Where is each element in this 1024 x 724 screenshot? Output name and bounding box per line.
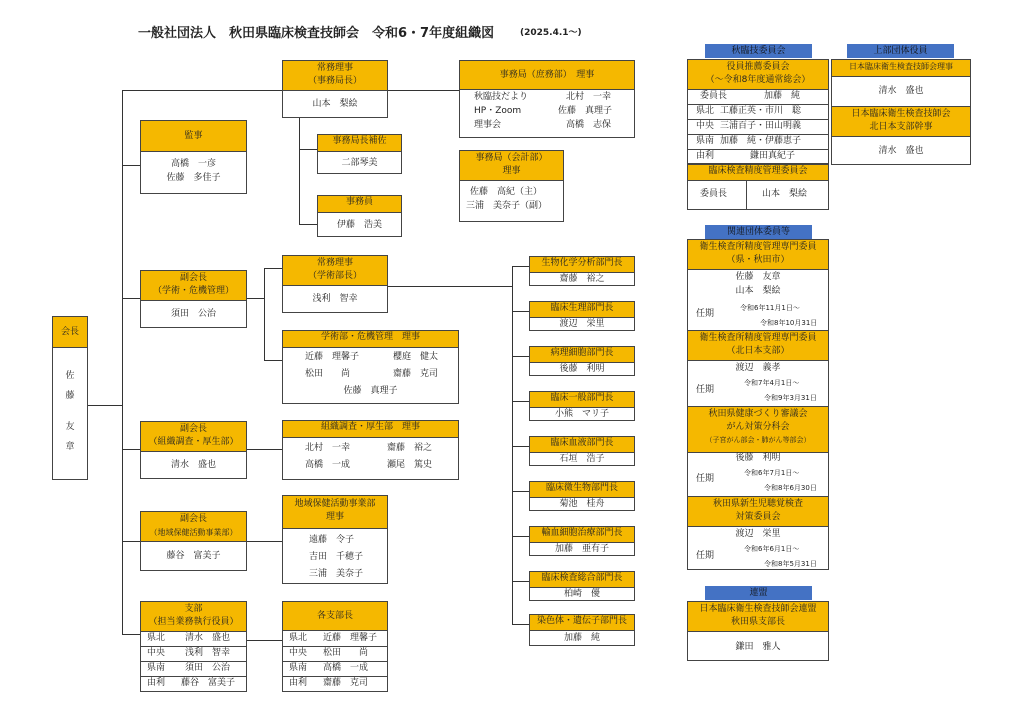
regional-board-header bbox=[283, 496, 387, 529]
academic-director-box bbox=[282, 255, 388, 313]
org-board-member: 北村 一幸 bbox=[305, 443, 351, 453]
nomination-committee-box bbox=[687, 59, 829, 164]
nomination-members: 加藤 純 bbox=[764, 91, 801, 101]
branch-heads-box bbox=[282, 601, 388, 692]
accounting-member: 佐藤 高紀（主） bbox=[470, 187, 543, 197]
vp3-sublabel: （地域保健活動事業部） bbox=[149, 528, 238, 537]
academic-board-member: 櫻庭 健太 bbox=[393, 352, 439, 362]
connector-vp3-regional bbox=[246, 541, 282, 542]
connector-top bbox=[122, 90, 282, 91]
branch-sublabel: （担当業務執行役員） bbox=[148, 617, 239, 627]
branch-heads-row bbox=[283, 677, 387, 692]
nomination-area: 中央 bbox=[696, 121, 715, 131]
connector-dept-6 bbox=[512, 536, 529, 537]
department-head: 菊池 桂舟 bbox=[559, 499, 605, 509]
nomination-row bbox=[688, 120, 828, 135]
executive-director-box bbox=[282, 60, 388, 118]
nomination-committee-header bbox=[688, 60, 828, 90]
department-box bbox=[529, 571, 635, 601]
department-label: 臨床検査総合部門長 bbox=[530, 572, 634, 588]
related-item-from: 令和6年7月1日～ bbox=[744, 469, 800, 477]
secretariat-name: 佐藤 真理子 bbox=[558, 106, 613, 116]
related-item-member: 山本 梨絵 bbox=[735, 286, 781, 296]
assistant-name: 二部琴美 bbox=[341, 158, 378, 168]
president-name-2: 藤 bbox=[65, 391, 75, 401]
federation-box bbox=[687, 601, 829, 661]
related-item-member: 渡辺 義孝 bbox=[735, 363, 781, 373]
nomination-area: 県南 bbox=[696, 136, 715, 146]
branch-heads-label: 各支部長 bbox=[283, 602, 387, 631]
connector-vp1-academic bbox=[246, 298, 264, 299]
academic-board-member: 近藤 理馨子 bbox=[305, 352, 360, 362]
related-box bbox=[687, 239, 829, 570]
related-item-from: 令和7年4月1日～ bbox=[744, 379, 800, 387]
branch-row bbox=[141, 662, 246, 677]
academic-director-sublabel: （学術部長） bbox=[307, 271, 362, 281]
org-board-member: 齋藤 裕之 bbox=[387, 443, 433, 453]
branch-header bbox=[141, 602, 246, 632]
related-item-sublabel: がん対策分科会 bbox=[726, 422, 790, 432]
nomination-members: 鎌田真紀子 bbox=[750, 151, 796, 161]
vp2-label: 副会長 bbox=[179, 424, 207, 434]
secretariat-role: 理事会 bbox=[474, 120, 502, 130]
academic-board-member: 松田 尚 bbox=[305, 369, 351, 379]
quality-committee-role: 委員長 bbox=[700, 189, 728, 199]
related-item-sublabel: 対策委員会 bbox=[735, 512, 781, 522]
staff-name: 伊藤 浩美 bbox=[336, 220, 382, 230]
related-item-member: 渡辺 栄里 bbox=[735, 529, 781, 539]
org-board-label: 組織調査・厚生部 理事 bbox=[283, 421, 458, 438]
quality-divider bbox=[746, 180, 747, 209]
related-item-header bbox=[688, 240, 828, 270]
upper-org-box bbox=[831, 59, 971, 165]
nomination-members: 工藤正英・市川 聡 bbox=[720, 106, 802, 116]
upper-org-item2-name: 清水 盛也 bbox=[878, 146, 924, 156]
branch-heads-area: 由利 bbox=[289, 678, 308, 688]
accounting-sublabel: 理事 bbox=[502, 166, 521, 176]
department-box bbox=[529, 481, 635, 511]
org-board-box bbox=[282, 420, 459, 480]
secretariat-row bbox=[460, 119, 634, 132]
department-label: 臨床一般部門長 bbox=[530, 392, 634, 408]
accounting-member: 三浦 美奈子（副） bbox=[466, 201, 548, 211]
academic-director-label: 常務理事 bbox=[316, 258, 353, 268]
vp1-sublabel: （学術・危機管理） bbox=[152, 286, 234, 296]
related-item-label: 衛生検査所精度管理専門委員 bbox=[699, 242, 817, 252]
connector-spine bbox=[122, 90, 123, 634]
nomination-committee-term: （～令和8年度通常総会） bbox=[705, 75, 811, 85]
upper-org-item2-label: 日本臨床衛生検査技師会 bbox=[851, 109, 951, 119]
executive-director-label: 常務理事 bbox=[316, 63, 353, 73]
connector-dept-7 bbox=[512, 581, 529, 582]
related-item-label: 秋田県健康づくり審議会 bbox=[708, 409, 808, 419]
regional-board-box bbox=[282, 495, 388, 584]
academic-board-last: 佐藤 真理子 bbox=[343, 386, 398, 396]
president-box bbox=[52, 316, 88, 480]
branch-heads-name: 近藤 理馨子 bbox=[323, 633, 378, 643]
vp3-box bbox=[140, 511, 247, 571]
branch-officer: 清水 盛也 bbox=[185, 633, 231, 643]
federation-name: 鎌田 雅人 bbox=[735, 642, 781, 652]
upper-org-item2-sublabel: 北日本支部幹事 bbox=[869, 122, 933, 132]
vp1-label: 副会長 bbox=[179, 273, 207, 283]
accounting-header bbox=[460, 151, 563, 181]
page-title: 一般社団法人 秋田県臨床検査技師会 令和6・7年度組織図 bbox=[138, 26, 495, 41]
nomination-row bbox=[688, 105, 828, 120]
vp1-name: 須田 公治 bbox=[170, 309, 216, 319]
upper-org-item1-label: 日本臨床衛生検査技師会理事 bbox=[832, 60, 970, 77]
secretariat-box bbox=[459, 60, 635, 138]
branch-officer: 浅利 智幸 bbox=[185, 648, 231, 658]
connector-vp1 bbox=[122, 298, 140, 299]
connector-dept-0 bbox=[512, 266, 529, 267]
related-item-to: 令和8年10月31日 bbox=[760, 319, 818, 327]
accounting-label: 事務局（会計部） bbox=[475, 153, 548, 163]
connector-staff bbox=[299, 224, 317, 225]
connector-assistant bbox=[299, 149, 317, 150]
nomination-area: 県北 bbox=[696, 106, 715, 116]
auditor-label: 監事 bbox=[141, 121, 246, 152]
academic-director-name: 浅利 智幸 bbox=[312, 294, 358, 304]
department-head: 加藤 亜有子 bbox=[554, 544, 609, 554]
related-item-to: 令和8年5月31日 bbox=[764, 560, 817, 568]
academic-board-box bbox=[282, 330, 459, 404]
department-label: 病理細胞部門長 bbox=[530, 347, 634, 363]
assistant-box bbox=[317, 134, 402, 174]
related-item-from: 令和6年6月1日～ bbox=[744, 545, 800, 553]
nomination-members: 三浦百子・田山明義 bbox=[720, 121, 802, 131]
department-head: 加藤 純 bbox=[563, 633, 600, 643]
connector-dept-1 bbox=[512, 311, 529, 312]
department-head: 渡辺 栄里 bbox=[559, 319, 605, 329]
related-item-header bbox=[688, 406, 828, 453]
secretariat-name: 北村 一幸 bbox=[566, 92, 612, 102]
connector-vp3 bbox=[122, 541, 140, 542]
vp3-header bbox=[141, 512, 246, 542]
academic-board-label: 学術部・危機管理 理事 bbox=[283, 331, 458, 348]
related-item-header bbox=[688, 330, 828, 361]
regional-board-member: 三浦 美奈子 bbox=[309, 569, 364, 579]
secretariat-name: 高橋 志保 bbox=[566, 120, 612, 130]
connector-president bbox=[87, 405, 122, 406]
department-box bbox=[529, 256, 635, 286]
related-item-note: （子宮がん部会・肺がん等部会） bbox=[705, 436, 811, 444]
quality-committee-name: 山本 梨絵 bbox=[762, 189, 808, 199]
connector-dept bbox=[387, 286, 512, 287]
vp2-name: 清水 盛也 bbox=[170, 460, 216, 470]
connector-academic-vertical bbox=[264, 268, 265, 360]
department-head: 齋藤 裕之 bbox=[559, 274, 605, 284]
president-name-4: 章 bbox=[65, 442, 75, 452]
vp2-box bbox=[140, 421, 247, 479]
branch-heads-area: 県南 bbox=[289, 663, 308, 673]
branch-row bbox=[141, 632, 246, 647]
branch-area: 中央 bbox=[147, 648, 166, 658]
secretariat-role: 秋臨技だより bbox=[474, 92, 529, 102]
president-name-1: 佐 bbox=[65, 371, 75, 381]
branch-heads-name: 松田 尚 bbox=[323, 648, 369, 658]
connector-dept-5 bbox=[512, 491, 529, 492]
date-label: (2025.4.1～) bbox=[520, 28, 582, 38]
connector-dept-vertical bbox=[512, 266, 513, 624]
upper-org-header: 上部団体役員 bbox=[847, 44, 954, 58]
department-label: 臨床血液部門長 bbox=[530, 437, 634, 453]
assistant-label: 事務局長補佐 bbox=[318, 135, 401, 152]
secretariat-row bbox=[460, 91, 634, 104]
department-label: 臨床生理部門長 bbox=[530, 302, 634, 318]
department-label: 臨床微生物部門長 bbox=[530, 482, 634, 498]
vp2-header bbox=[141, 422, 246, 452]
department-head: 小熊 マリ子 bbox=[554, 409, 609, 419]
quality-committee-label: 臨床検査精度管理委員会 bbox=[688, 165, 828, 181]
related-item-sublabel: （北日本支部） bbox=[726, 346, 790, 356]
connector-vp2 bbox=[122, 449, 140, 450]
related-item-header bbox=[688, 496, 828, 527]
branch-box bbox=[140, 601, 247, 692]
connector-auditor bbox=[122, 165, 140, 166]
nomination-row bbox=[688, 135, 828, 150]
branch-officer: 藤谷 富美子 bbox=[181, 678, 236, 688]
branch-heads-area: 県北 bbox=[289, 633, 308, 643]
department-box bbox=[529, 346, 635, 376]
related-item-term: 任期 bbox=[696, 385, 715, 395]
upper-org-item1-name: 清水 盛也 bbox=[832, 77, 970, 107]
org-board-member: 瀬尾 篤史 bbox=[387, 460, 433, 470]
nomination-members: 加藤 純・伊藤恵子 bbox=[720, 136, 802, 146]
related-item-member: 佐藤 友章 bbox=[735, 272, 781, 282]
branch-heads-row bbox=[283, 632, 387, 647]
connector-academic-dir bbox=[264, 268, 282, 269]
department-head: 柏崎 優 bbox=[563, 589, 600, 599]
regional-board-member: 吉田 千穂子 bbox=[309, 552, 364, 562]
related-item-sublabel: （県・秋田市） bbox=[726, 255, 790, 265]
president-label: 会長 bbox=[53, 317, 87, 348]
related-header: 関連団体委員等 bbox=[705, 225, 812, 239]
nomination-row bbox=[688, 150, 828, 164]
connector-dept-4 bbox=[512, 446, 529, 447]
nomination-committee-label: 役員推薦委員会 bbox=[726, 62, 790, 72]
executive-director-name: 山本 梨絵 bbox=[312, 99, 358, 109]
branch-row bbox=[141, 647, 246, 662]
connector-dept-8 bbox=[512, 624, 529, 625]
vp1-header bbox=[141, 271, 246, 301]
committees-header: 秋臨技委員会 bbox=[705, 44, 812, 58]
branch-heads-name: 高橋 一成 bbox=[323, 663, 369, 673]
branch-row bbox=[141, 677, 246, 692]
connector-dept-2 bbox=[512, 356, 529, 357]
connector-exec-down bbox=[299, 118, 300, 224]
regional-board-sublabel: 理事 bbox=[325, 512, 344, 522]
connector-dept-3 bbox=[512, 401, 529, 402]
related-item-term: 任期 bbox=[696, 474, 715, 484]
connector-branch-heads bbox=[246, 640, 282, 641]
vp1-box bbox=[140, 270, 247, 328]
federation-sublabel: 秋田県支部長 bbox=[730, 617, 785, 627]
branch-officer: 須田 公治 bbox=[185, 663, 231, 673]
executive-director-header bbox=[283, 61, 387, 91]
related-item-to: 令和8年6月30日 bbox=[764, 484, 817, 492]
auditor-member: 佐藤 多佳子 bbox=[166, 173, 221, 183]
related-item-from: 令和6年11月1日～ bbox=[740, 304, 800, 312]
department-label: 染色体・遺伝子部門長 bbox=[530, 615, 634, 631]
academic-board-member: 齋藤 克司 bbox=[393, 369, 439, 379]
branch-area: 由利 bbox=[147, 678, 166, 688]
department-box bbox=[529, 614, 635, 646]
department-box bbox=[529, 526, 635, 556]
related-item-to: 令和9年3月31日 bbox=[764, 394, 817, 402]
president-name-3: 友 bbox=[65, 422, 75, 432]
nomination-area: 委員長 bbox=[700, 91, 728, 101]
vp3-label: 副会長 bbox=[179, 514, 207, 524]
auditor-box bbox=[140, 120, 247, 194]
executive-director-sublabel: （事務局長） bbox=[307, 76, 362, 86]
branch-heads-row bbox=[283, 662, 387, 677]
related-item-label: 秋田県新生児聴覚検査 bbox=[712, 499, 803, 509]
department-box bbox=[529, 436, 635, 466]
org-board-member: 高橋 一成 bbox=[305, 460, 351, 470]
department-head: 後藤 利明 bbox=[559, 364, 605, 374]
related-item-member: 後藤 利明 bbox=[735, 453, 781, 463]
secretariat-role: HP・Zoom bbox=[474, 106, 522, 116]
branch-area: 県南 bbox=[147, 663, 166, 673]
staff-box bbox=[317, 195, 402, 237]
branch-label: 支部 bbox=[184, 604, 203, 614]
upper-org-item2-header bbox=[832, 107, 970, 137]
branch-heads-name: 齋藤 克司 bbox=[323, 678, 369, 688]
related-item-term: 任期 bbox=[696, 309, 715, 319]
federation-label: 日本臨床衛生検査技師会連盟 bbox=[699, 604, 817, 614]
vp3-name: 藤谷 富美子 bbox=[166, 551, 221, 561]
connector-academic-board bbox=[264, 360, 282, 361]
branch-heads-area: 中央 bbox=[289, 648, 308, 658]
secretariat-label: 事務局（庶務部） 理事 bbox=[460, 61, 634, 90]
secretariat-row bbox=[460, 105, 634, 118]
related-item-term: 任期 bbox=[696, 551, 715, 561]
department-label: 輸血細胞治療部門長 bbox=[530, 527, 634, 543]
connector-branch bbox=[122, 634, 140, 635]
connector-secretariat bbox=[387, 90, 459, 91]
staff-label: 事務員 bbox=[318, 196, 401, 213]
related-item-label: 衛生検査所精度管理専門委員 bbox=[699, 333, 817, 343]
vp2-sublabel: （組織調査・厚生部） bbox=[148, 437, 239, 447]
connector-dot bbox=[299, 149, 300, 150]
branch-area: 県北 bbox=[147, 633, 166, 643]
accounting-box bbox=[459, 150, 564, 222]
regional-board-label: 地域保健活動事業部 bbox=[294, 499, 376, 509]
academic-director-header bbox=[283, 256, 387, 286]
department-box bbox=[529, 391, 635, 421]
regional-board-member: 遠藤 令子 bbox=[309, 535, 355, 545]
federation-box-header bbox=[688, 602, 828, 632]
department-label: 生物化学分析部門長 bbox=[530, 257, 634, 273]
department-box bbox=[529, 301, 635, 331]
connector-vp2-org bbox=[246, 449, 282, 450]
branch-heads-row bbox=[283, 647, 387, 662]
auditor-member: 高橋 一彦 bbox=[170, 159, 216, 169]
nomination-row bbox=[688, 90, 828, 105]
federation-header: 連盟 bbox=[705, 586, 812, 600]
nomination-area: 由利 bbox=[696, 151, 715, 161]
department-head: 石垣 浩子 bbox=[559, 454, 605, 464]
quality-committee-box bbox=[687, 164, 829, 210]
